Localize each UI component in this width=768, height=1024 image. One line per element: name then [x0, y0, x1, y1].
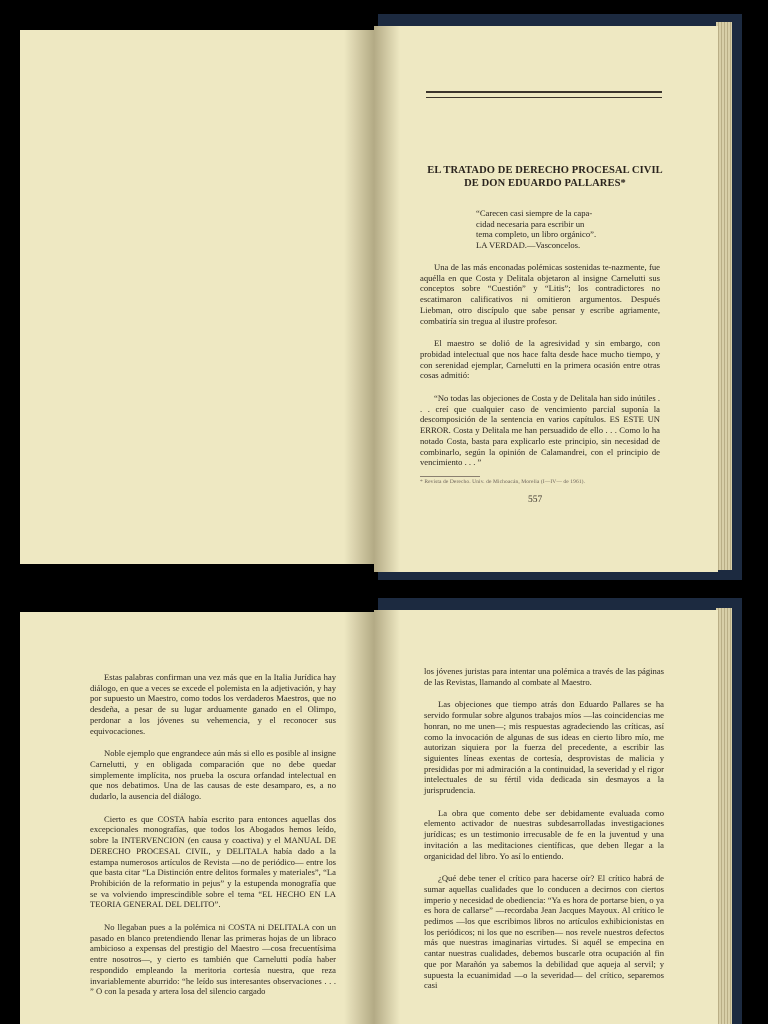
paragraph: Cierto es que COSTA había escrito para entonces aquellas dos excepcionales monografías, que todos los Abogados hemos leído, sobre la INTERVENCION (en causa y coactiva) y el MANUAL DE DERECHO PROCESAL CIVIL, y DELITALA había dado a la estampa numerosos artículos de Revista —no de periódico— entre los que basta citar “La Distinción entre delitos formales y materiales”, “La Prohibición de la reformatio in pejus” y la estupenda monografía que se va volviendo imprescindible sobre el tema “EL HECHO EN LA TEORIA GENERAL DEL DELITO”. [90, 813, 336, 910]
paragraph: ¿Qué debe tener el crítico para hacerse oír? El crítico habrá de sumar aquellas cualidades que lo conducen a decirnos con ciertos imperio y necesidad de obediencia: “Ya es hora de portarse bien, o ya es hora de callarse” —recordaba Jean Jacques Mayoux. Al crítico le pedimos —los que escribimos libros no artículos exhibicionistas en los periódicos; ni los que no escriben— nos revele nuestros defectos más que nuestras imaginarias virtudes. Si aquél se empecina en cantar nuestras cualidades, debemos buscarle otra ocupación al fin que por Marañón ya sabemos la debilidad que aqueja al servil; y supuesta la ecuanimidad —o la severidad— del crítico, separemos casi [424, 873, 664, 991]
epigraph-line: LA VERDAD.—Vasconcelos. [476, 240, 581, 251]
left-page-body [90, 672, 336, 1009]
right-page-body [424, 666, 664, 1003]
paragraph: La obra que comento debe ser debidamente evaluada como elemento activador de nuestras subdesarrolladas investigaciones jurídicas; es un testimonio irrecusable de fe en la juventud y una invitación a las meditaciones científicas, que deben llegar a la organicidad del libro. Yo así lo entiendo. [424, 807, 664, 861]
epigraph-line: tema completo, un libro orgánico”. [476, 229, 597, 240]
paragraph: Estas palabras confirman una vez más que en la Italia Jurídica hay diálogo, en que a veces se excede el polemista en la adjetivación, y hay por supuesto un Maestro, como todos los verdaderos Maestros, que no desdeña, a pesar de su lugar arduamente ganado en el Olimpo, perdonar a los jóvenes su vehemencia, y el reconocer sus equivocaciones. [90, 672, 336, 736]
epigraph [476, 208, 648, 251]
left-page [20, 612, 374, 1024]
blank-left-page [20, 30, 374, 564]
page-edge [716, 22, 732, 570]
header-rule [426, 91, 662, 98]
article-title: EL TRATADO DE DERECHO PROCESAL CIVIL DE DON EDUARDO PALLARES* [427, 165, 663, 189]
footnote-rule [420, 476, 480, 477]
paragraph: Una de las más enconadas polémicas sostenidas te-nazmente, fue aquélla en que Costa y Delitala objetaron al insigne Carnelutti sus conceptos sobre “Cuestión” y “Litis”; los contradictores no escatimaron calificativos ni omitieron argumentos. Después Liebman, otro discípulo que sabe pensar y escribe agriamente, combatiría sin tregua al ilustre profesor. [420, 262, 660, 326]
paragraph: los jóvenes juristas para intentar una polémica a través de las páginas de las Revistas, llamando al combate al Maestro. [424, 666, 664, 687]
bottom-spread [0, 598, 768, 1024]
page-edge [716, 608, 732, 1024]
page-number: 557 [528, 495, 543, 505]
epigraph-line: “Carecen casi siempre de la capa- [476, 208, 593, 218]
footnote: * Revista de Derecho. Univ. de Michoacán, Morelia (I—IV— de 1961). [420, 479, 586, 485]
paragraph: El maestro se dolió de la agresividad y sin embargo, con probidad intelectual que nos hace falta desde hace mucho tiempo, y con serenidad ejemplar, Carnelutti en la primera ocasión entre otras cosas admitió: [420, 338, 660, 381]
paragraph: Las objeciones que tiempo atrás don Eduardo Pallares se ha servido formular sobre algunos trabajos míos —las coincidencias me honran, no me unen—; mis respuestas agradeciendo las críticas, así como la invocación de algunas de sus ideas en cierto libro mío, me autorizan siquiera por la fuerza del precedente, a escribir las siguientes líneas exentas de cortesía, desprovistas de malicia y presididas por mi admiración a la continuidad, la severidad y el rigor intelectuales de su fértil vida dedicada sin desmayos a la jurisprudencia. [424, 699, 664, 796]
epigraph-line: cidad necesaria para escribir un [476, 218, 585, 229]
paragraph: Noble ejemplo que engrandece aún más si ello es posible al insigne Carnelutti, y en obligada comparación que no debe quedar simplemente implícita, nos prueba la oscura orfandad intelectual en que nos debatimos. Una de las causas de este desamparo, es, a no dudarlo, la ausencia del diálogo. [90, 748, 336, 802]
quote-paragraph: “No todas las objeciones de Costa y de Delitala han sido inútiles . . . creí que cualquier caso de vencimiento parcial suponía la descomposición de la sentencia en varios capítulos. ES ESTE UN ERROR. Costa y Delitala me han persuadido de ello . . . Como lo ha notado Costa, basta para explicarlo este principio, sin necesidad de combinarlo, según la opinión de Calamandrei, con el principio de vencimiento . . . ” [420, 393, 661, 468]
right-page [374, 610, 718, 1024]
paragraph: No llegaban pues a la polémica ni COSTA ni DELITALA con un pasado en blanco pretendiendo llenar las primeras hojas de un libraco ambicioso a expensas del prestigio del Maestro —cosa frecuentísima entre nosotros—, y cierto es también que Carnelutti podía haber respondido empleando la meritoria cortesía nuestra, que reza invariablemente aburrido: “he leído sus interesantes observaciones . . . ” O con la pesada y artera losa del silencio cargado [90, 922, 336, 997]
article-body [420, 262, 660, 480]
